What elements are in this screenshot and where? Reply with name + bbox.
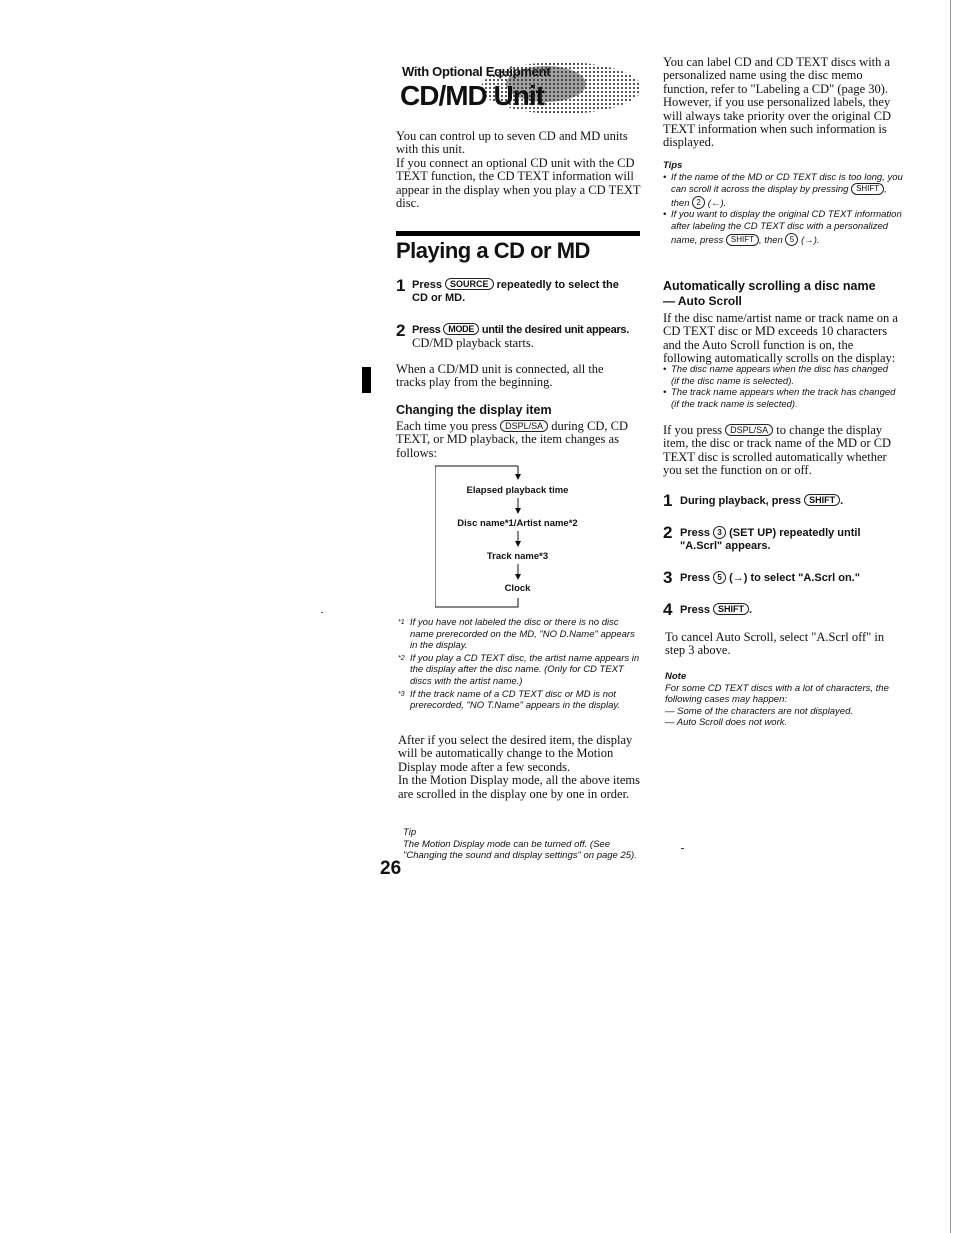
- shift-button[interactable]: SHIFT: [726, 234, 759, 246]
- step-text: repeatedly to select the CD or MD.: [412, 279, 619, 304]
- label-para: You can label CD and CD TEXT discs with a personalized name using the disc memo function, refer to "Labeling a CD" (page 30). However, if you use personalized labels, they will always take priority over the original CD TEXT information when such information is displayed.: [663, 55, 892, 150]
- note-label: Note: [665, 671, 687, 682]
- stray-mark: [681, 848, 684, 849]
- step-text: until the desired unit appears.: [481, 324, 629, 336]
- section-label: With Optional Equipment: [402, 64, 551, 79]
- para-text: to change the display item, the disc or track name of the MD or CD TEXT disc is scrolled automatically whether you set the function on or off.: [663, 423, 892, 478]
- shift-button[interactable]: SHIFT: [713, 603, 749, 615]
- tip-text: If you want to display the original CD TEXT information after labeling the CD TEXT disc with a personalized name, press: [671, 209, 902, 246]
- step-sub: CD/MD playback starts.: [412, 336, 534, 350]
- dspl-sa-button[interactable]: DSPL/SA: [500, 420, 548, 432]
- dspl-sa-button[interactable]: DSPL/SA: [725, 424, 773, 436]
- bullet: •: [663, 387, 667, 399]
- note-item: — Auto Scroll does not work.: [665, 717, 788, 729]
- flow-item-clock: Clock: [504, 583, 531, 594]
- step-text: (SET UP) repeatedly until "A.Scrl" appears.: [680, 527, 861, 552]
- header-banner: [396, 50, 642, 116]
- shift-button[interactable]: SHIFT: [804, 494, 840, 506]
- step-text: During playback, press: [680, 495, 802, 507]
- auto-scroll-title: Automatically scrolling a disc name: [663, 279, 876, 293]
- step-text: Press: [680, 604, 710, 616]
- button-5[interactable]: 5: [713, 571, 726, 584]
- connected-note: When a CD/MD unit is connected, all the tracks play from the beginning.: [396, 362, 604, 390]
- flow-item-elapsed: Elapsed playback time: [466, 485, 569, 496]
- tip-text: (→).: [801, 234, 820, 246]
- source-button[interactable]: SOURCE: [445, 278, 494, 290]
- intro: [396, 130, 641, 210]
- auto-bullet: [663, 364, 898, 387]
- auto-step-1: [663, 491, 903, 511]
- step-text: (→) to select "A.Scrl on.": [729, 572, 860, 584]
- step-text: Press: [680, 527, 710, 539]
- shift-button[interactable]: SHIFT: [851, 183, 884, 195]
- tip-text: The Motion Display mode can be turned off. (See "Changing the sound and display settings" on page 25).: [403, 838, 637, 862]
- button-3[interactable]: 3: [713, 526, 726, 539]
- footnote-text: If you play a CD TEXT disc, the artist name appears in the display after the disc name. (Only for CD TEXT discs with the artist name.): [410, 652, 640, 687]
- step-number: 2: [396, 321, 406, 340]
- bullet-text: The disc name appears when the disc has changed (if the disc name is selected).: [671, 364, 889, 387]
- step-number: 3: [663, 568, 673, 587]
- tips-block: [663, 160, 905, 246]
- display-flow-diagram: [435, 464, 600, 610]
- intro-p1: You can control up to seven CD and MD units with this unit.: [396, 129, 628, 157]
- tip-item: [663, 209, 905, 246]
- cancel-para: To cancel Auto Scroll, select "A.Scrl off" in step 3 above.: [665, 630, 885, 658]
- mode-button[interactable]: MODE: [443, 323, 479, 335]
- page-edge: [950, 0, 951, 1233]
- tip-label: Tip: [403, 827, 417, 838]
- changing-para: [396, 420, 636, 460]
- para-text: during CD, CD TEXT, or MD playback, the item changes as follows:: [396, 419, 629, 460]
- button-5[interactable]: 5: [785, 233, 798, 246]
- step-text: Press: [412, 279, 442, 291]
- button-2[interactable]: 2: [692, 196, 705, 209]
- tips-label: Tips: [663, 160, 683, 171]
- press-para: [663, 424, 903, 478]
- bullet-text: The track name appears when the track has changed (if the track name is selected).: [671, 387, 896, 410]
- bottom-tip: [403, 827, 643, 862]
- auto-bullet: [663, 387, 898, 410]
- auto-scroll-subtitle: — Auto Scroll: [663, 294, 742, 308]
- stray-mark: [321, 612, 323, 613]
- intro-p2: If you connect an optional CD unit with the CD TEXT function, the CD TEXT information will appear in the display when you play a CD TEXT disc.: [396, 155, 641, 211]
- tip-text: , then: [671, 184, 887, 209]
- footnote: [398, 653, 642, 688]
- bullet: •: [663, 364, 667, 375]
- playing-title: Playing a CD or MD: [396, 238, 590, 263]
- footnote: [398, 617, 642, 652]
- footnote: [398, 689, 642, 712]
- tip-item: [663, 172, 905, 210]
- bullet: •: [663, 209, 667, 221]
- flow-item-track-name: Track name*3: [486, 551, 549, 562]
- after-p2: In the Motion Display mode, all the above items are scrolled in the display one by one in order.: [398, 773, 640, 801]
- footnote-text: If you have not labeled the disc or there is no disc name prerecorded on the MD, "NO D.Name" appears in the display.: [410, 617, 635, 652]
- after-text: [398, 734, 641, 801]
- changing-title: Changing the display item: [396, 403, 552, 417]
- auto-step-2: [663, 523, 903, 552]
- step-number: 1: [396, 276, 406, 295]
- para-text: Each time you press: [396, 419, 498, 433]
- auto-bullets: [663, 364, 898, 410]
- footnote-mark: *2: [398, 654, 405, 662]
- step-number: 4: [663, 600, 673, 619]
- after-p1: After if you select the desired item, the display will be automatically change to the Motion Display mode after a few seconds.: [398, 733, 633, 774]
- heading-rule: [396, 231, 640, 236]
- page-number: 26: [380, 858, 402, 879]
- step-text: Press: [680, 572, 710, 584]
- tip-text: If the name of the MD or CD TEXT disc is too long, you can scroll it across the display by pressing: [671, 171, 903, 196]
- playing-step-1: [396, 276, 641, 304]
- tip-text: , then: [759, 234, 783, 246]
- flow-item-disc-name: Disc name*1/Artist name*2: [457, 518, 578, 529]
- footnote-mark: *3: [398, 690, 405, 698]
- playing-step-2: [396, 321, 641, 350]
- step-number: 1: [663, 491, 673, 510]
- footnote-text: If the track name of a CD TEXT disc or MD is not prerecorded, "NO T.Name" appears in the display.: [410, 688, 621, 712]
- auto-step-4: [663, 600, 903, 620]
- margin-tab: [362, 367, 371, 393]
- auto-step-3: [663, 568, 903, 588]
- step-text: .: [840, 495, 844, 507]
- footnote-mark: *1: [398, 619, 405, 626]
- note-text: For some CD TEXT discs with a lot of characters, the following cases may happen:: [665, 682, 889, 706]
- auto-para: If the disc name/artist name or track name on a CD TEXT disc or MD exceeds 10 characters and the Auto Scroll function is on, the following automatically scrolls on the display:: [663, 311, 898, 366]
- note-item: — Some of the characters are not displayed.: [665, 705, 853, 717]
- bullet: •: [663, 171, 667, 183]
- note-block: [665, 671, 905, 729]
- footnotes: [398, 617, 642, 712]
- step-text: Press: [412, 324, 441, 336]
- unit-title: CD/MD Unit: [400, 80, 544, 111]
- para-text: If you press: [663, 423, 723, 437]
- tip-text: (←).: [707, 197, 727, 209]
- step-number: 2: [663, 523, 673, 542]
- step-text: .: [749, 604, 753, 616]
